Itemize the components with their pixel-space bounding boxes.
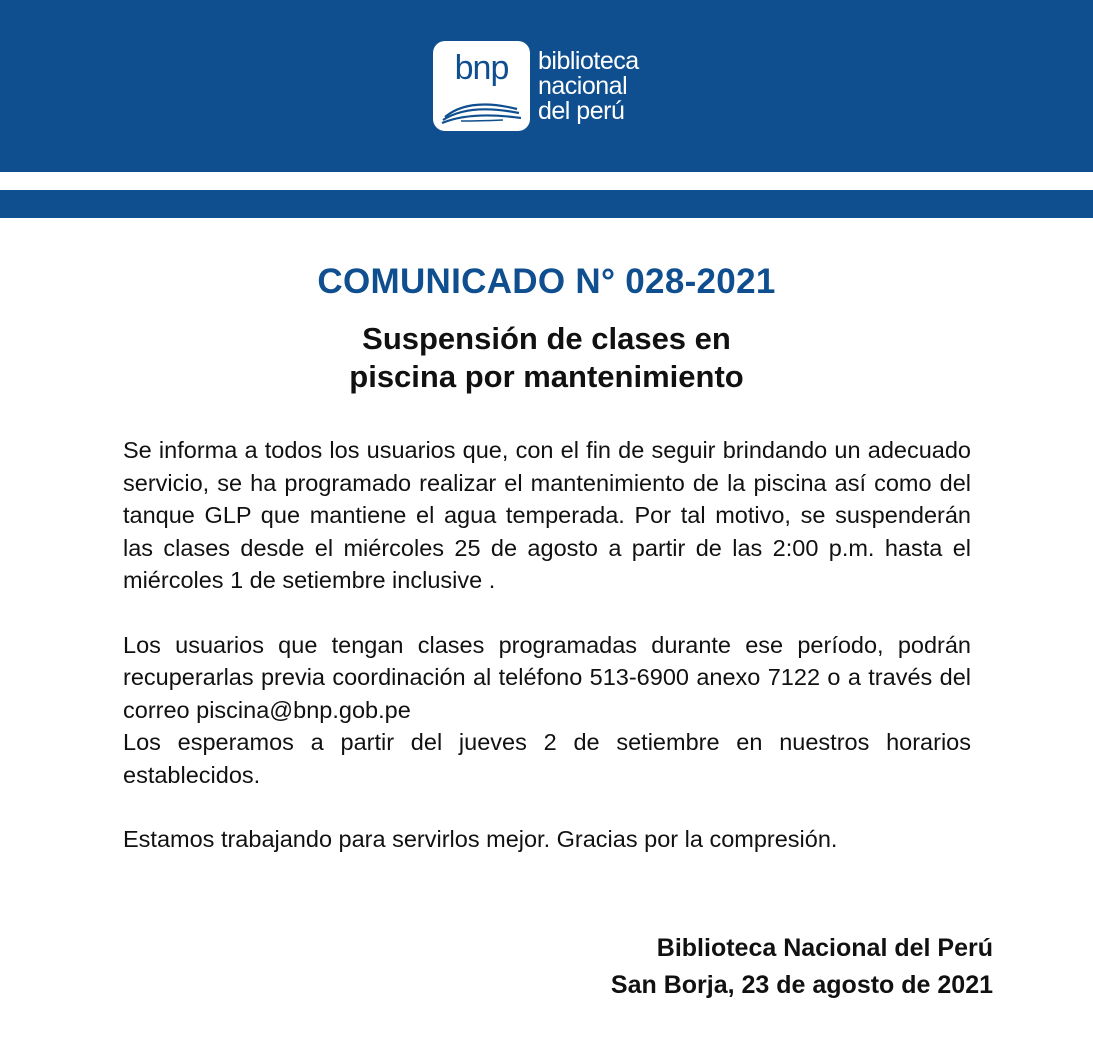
open-book-icon — [439, 91, 524, 125]
paragraph-gap — [123, 597, 971, 629]
logo-name-line: nacional — [538, 71, 628, 100]
subtitle-line: Suspensión de clases en — [362, 321, 731, 356]
signature-line: Biblioteca Nacional del Perú — [656, 934, 993, 962]
notice-subtitle — [0, 320, 1093, 396]
body-paragraph: Los esperamos a partir del jueves 2 de setiembre en nuestros horarios establecidos. — [123, 729, 971, 788]
paragraph-gap — [123, 791, 971, 823]
subtitle-line: piscina por mantenimiento — [349, 359, 744, 394]
body-paragraph: Estamos trabajando para servirlos mejor. Gracias por la compresión. — [123, 826, 838, 852]
notice-title: COMUNICADO N° 028-2021 — [317, 262, 776, 301]
logo-abbr: bnp — [454, 49, 509, 87]
body-paragraph: Se informa a todos los usuarios que, con el fin de seguir brindando un adecuado servicio, se ha programado realizar el mantenimiento de la piscina así como del tanque GLP que mantiene el agua temperada. Por tal motivo, se suspenderán las clases desde el miércoles 25 de agosto a partir de las 2:00 p.m. hasta el miércoles 1 de setiembre inclusive . — [123, 437, 971, 593]
signature-line: San Borja, 23 de agosto de 2021 — [610, 971, 993, 999]
logo-name-line: biblioteca — [538, 46, 639, 75]
notice-body — [123, 434, 971, 856]
body-paragraph: Los usuarios que tengan clases programadas durante ese período, podrán recuperarlas previa coordinación al teléfono 513-6900 anexo 7122 o a través del correo piscina@bnp.gob.pe — [123, 631, 971, 723]
logo-mark — [433, 41, 530, 131]
header-stripe — [0, 190, 1093, 218]
signature — [611, 930, 993, 1004]
logo-name — [538, 46, 639, 125]
bnp-logo — [433, 41, 639, 131]
logo-name-line: del perú — [538, 96, 625, 125]
